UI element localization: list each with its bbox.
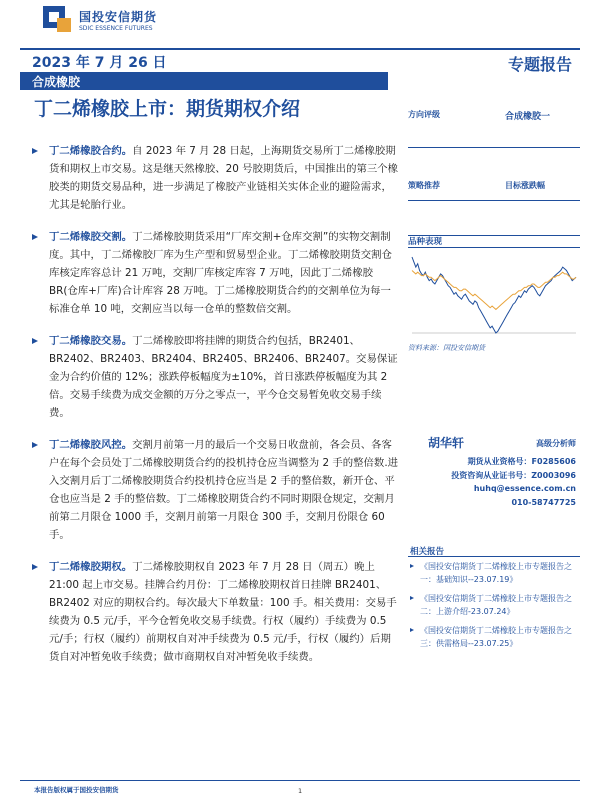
paragraph-risk-control: [32, 436, 400, 544]
paragraph-body: 交割月前第一月的最后一个交易日收盘前，各会员、各客户在每个会员处丁二烯橡胶期货合约的投机持仓应当调整为 2 手的整倍数.进入交割月后丁二烯橡胶期货合约投机持仓应当是 2 手的整倍数，新开仓、平仓也应当是 2 手的整倍数。丁二烯橡胶期货合约不同时期限仓规定，交割月前第二月限仓 1000 手，交割月前第一月限仓 300 手，交割月份限仓 60 手。: [49, 439, 399, 541]
related-report-text: 《国投安信期货丁二烯橡胶上市专题报告之二：上游介绍-23.07.24》: [420, 594, 572, 616]
report-date: 2023 年 7 月 26 日: [32, 55, 167, 71]
paragraph-body: 丁二烯橡胶期货采用“厂库交割+仓库交割”的实物交割制度。其中，丁二烯橡胶厂库为生产型和贸易型企业。丁二烯橡胶期货交割仓库核定库容总计 21 万吨，交割厂库核定库容 7 万吨，因此丁二烯橡胶 BR(仓库+厂库)合计库容 28 万吨。丁二烯橡胶期货合约的交割单位为每一标准仓单 10 吨，交割应当以每一仓单的整数倍交割。: [49, 231, 392, 315]
footer-copyright: 本报告版权属于国投安信期货: [34, 786, 119, 794]
related-report-item[interactable]: [410, 560, 578, 586]
chart-series-line-2: [412, 271, 576, 310]
related-reports-list: [410, 560, 578, 656]
paragraph-delivery: [32, 228, 400, 318]
bullet-icon: [410, 596, 414, 600]
sidebar: [408, 105, 580, 352]
category-bar: [20, 72, 388, 90]
paragraph-lead: 丁二烯橡胶期权。: [49, 561, 133, 573]
report-type: 专题报告: [507, 55, 572, 74]
related-report-item[interactable]: [410, 624, 578, 650]
related-reports-title: 相关报告: [410, 547, 445, 557]
analyst-name: 胡华轩: [428, 436, 465, 450]
paragraph-lead: 丁二烯橡胶合约。: [49, 145, 133, 157]
chart-section-label: 品种表现: [408, 237, 443, 247]
paragraph-lead: 丁二烯橡胶风控。: [49, 439, 133, 451]
analyst-qualification: 期货从业资格号：F0285606: [467, 457, 576, 466]
paragraph-trading: [32, 332, 400, 422]
bullet-icon: [410, 628, 414, 632]
related-report-text: 《国投安信期货丁二烯橡胶上市专题报告之一：基础知识--23.07.19》: [420, 562, 572, 584]
report-title: 丁二烯橡胶上市：期货期权介绍: [34, 98, 301, 120]
analyst-title: 高级分析师: [536, 439, 576, 448]
footer-divider: [20, 780, 580, 781]
rating-row: [408, 105, 580, 125]
bullet-icon: [32, 234, 38, 240]
chart-source: 资料来源：国投安信期货: [408, 344, 485, 352]
bullet-icon: [410, 564, 414, 568]
performance-chart: [408, 251, 580, 341]
paragraph-lead: 丁二烯橡胶交割。: [49, 231, 133, 243]
paragraph-options: [32, 558, 400, 666]
category-label: 合成橡胶: [32, 75, 81, 89]
bullet-icon: [32, 442, 38, 448]
strategy-label: 策略推荐: [408, 181, 440, 190]
paragraph-contract: [32, 142, 400, 214]
main-content: [32, 142, 400, 677]
related-report-item[interactable]: [410, 592, 578, 618]
chart-series-line-1: [412, 257, 576, 333]
paragraph-body: 丁二烯橡胶即将挂牌的期货合约包括，BR2401、BR2402、BR2403、BR2404、BR2405、BR2406、BR2407。交易保证金为合约价值的 12%；涨跌停板幅度为±10%，首日涨跌停板幅度为其 2 倍。交易手续费为成交金额的万分之零点一，平今仓交易暂免收交易手续费。: [49, 335, 398, 419]
logo-name: 国投安信期货: [79, 10, 158, 24]
company-logo: [43, 6, 157, 34]
logo-english-name: SDIC ESSENCE FUTURES: [79, 25, 153, 32]
strategy-row: [408, 176, 580, 196]
page-number: 1: [298, 787, 303, 795]
bullet-icon: [32, 564, 38, 570]
divider: [408, 556, 580, 557]
bullet-icon: [32, 338, 38, 344]
logo-icon: [43, 6, 73, 34]
analyst-phone: 010-58747725: [511, 498, 576, 507]
target-label: 目标涨跌幅: [505, 181, 545, 190]
paragraph-body: 丁二烯橡胶期权自 2023 年 7 月 28 日（周五）晚上 21:00 起上市交易。挂牌合约月份：丁二烯橡胶期权首日挂牌 BR2401、BR2402 对应的期权合约。每次最大下单数量：100 手。相关费用：交易手续费为 0.5 元/手，平今仓暂免收交易手续费。行权（履约）手续费为 0.5 元/手；行权（履约）前期权自对冲手续费为 0.5 元/手，行权（履约）后期货自对冲暂免收手续费；做市商期权自对冲暂免收手续费。: [49, 561, 397, 663]
paragraph-lead: 丁二烯橡胶交易。: [49, 335, 133, 347]
bullet-icon: [32, 148, 38, 154]
analyst-email[interactable]: huhq@essence.com.cn: [473, 484, 576, 493]
rating-label: 方向评级: [408, 110, 440, 119]
rating-value: 合成橡胶一: [505, 112, 551, 122]
paragraph-body: 自 2023 年 7 月 28 日起，上海期货交易所丁二烯橡胶期货和期权上市交易。这是继天然橡胶、20 号胶期货后，中国推出的第三个橡胶类的期货交易品种，进一步满足了橡胶产业链相关实体企业的避险需求，尤其是轮胎行业。: [49, 145, 399, 211]
related-report-text: 《国投安信期货丁二烯橡胶上市专题报告之三：供需格局--23.07.25》: [420, 626, 572, 648]
analyst-consulting-id: 投资咨询从业证书号：Z0003096: [451, 471, 576, 480]
